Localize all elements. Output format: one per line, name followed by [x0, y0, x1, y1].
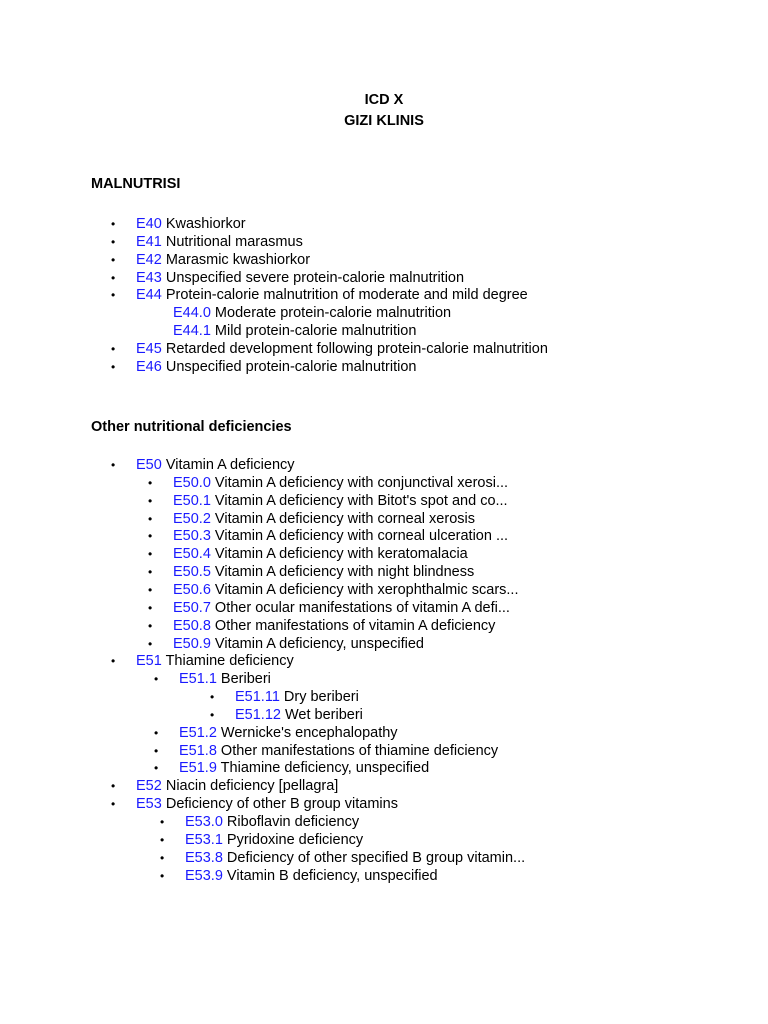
document-title-line1: ICD X	[364, 92, 404, 108]
bullet-icon: •	[111, 654, 116, 669]
list-item-line	[136, 287, 528, 304]
icd-code-link[interactable]: E44.0	[173, 305, 211, 322]
icd-description: Thiamine deficiency	[161, 653, 294, 670]
list-item-line	[136, 457, 295, 474]
icd-description: Other ocular manifestations of vitamin A defi...	[210, 599, 510, 616]
icd-description: Vitamin A deficiency with corneal ulceration ...	[210, 528, 509, 545]
list-item-line	[173, 600, 510, 617]
icd-description: Moderate protein-calorie malnutrition	[210, 305, 452, 322]
bullet-icon: •	[111, 288, 116, 303]
icd-code-link[interactable]: E51.1	[179, 671, 217, 688]
icd-description: Kwashiorkor	[161, 216, 246, 232]
icd-description: Vitamin A deficiency with xerophthalmic scars...	[210, 581, 519, 598]
icd-description: Wet beriberi	[280, 706, 363, 723]
icd-description: Beriberi	[216, 671, 271, 688]
list-item-line	[179, 671, 271, 688]
bullet-icon: •	[148, 493, 153, 508]
list-item-line	[173, 528, 508, 545]
icd-code-link[interactable]: E41	[136, 233, 162, 250]
icd-description: Deficiency of other B group vitamins	[161, 796, 398, 813]
icd-description: Vitamin A deficiency with corneal xerosis	[210, 510, 475, 527]
bullet-icon: •	[148, 636, 153, 651]
icd-description: Other manifestations of thiamine deficiency	[216, 742, 499, 759]
bullet-icon: •	[154, 743, 159, 758]
bullet-icon: •	[160, 815, 165, 829]
list-item-line	[136, 252, 310, 269]
list-item-line	[235, 689, 359, 706]
list-item-line	[136, 234, 303, 251]
icd-description: Vitamin A deficiency with conjunctival xerosi...	[210, 474, 509, 491]
list-item-line	[179, 760, 429, 777]
list-item-line	[136, 359, 417, 376]
list-item-line	[235, 707, 363, 724]
list-item-line	[136, 796, 398, 813]
list-item-line	[185, 814, 359, 831]
icd-code-link[interactable]: E51	[136, 653, 162, 670]
icd-description: Vitamin B deficiency, unspecified	[222, 867, 438, 884]
icd-description: Protein-calorie malnutrition of moderate and mild degree	[161, 287, 528, 304]
bullet-icon: •	[111, 779, 116, 794]
icd-description: Other manifestations of vitamin A deficiency	[210, 617, 496, 634]
icd-code-link[interactable]: E50.5	[173, 564, 211, 581]
icd-code-link[interactable]: E53.0	[185, 814, 223, 830]
icd-description: Mild protein-calorie malnutrition	[210, 323, 417, 340]
bullet-icon: •	[148, 600, 153, 615]
list-item-line	[185, 868, 438, 885]
icd-code-link[interactable]: E50.1	[173, 492, 211, 509]
list-item-line	[136, 653, 294, 670]
icd-code-link[interactable]: E50.4	[173, 546, 211, 563]
icd-code-link[interactable]: E44	[136, 287, 162, 304]
bullet-icon: •	[154, 725, 159, 740]
bullet-icon: •	[160, 850, 165, 865]
icd-code-link[interactable]: E50.0	[173, 474, 211, 491]
icd-description: Deficiency of other specified B group vitamin...	[222, 849, 526, 866]
icd-description: Vitamin A deficiency with night blindness	[210, 564, 475, 581]
icd-code-link[interactable]: E40	[136, 216, 162, 232]
list-item-line	[179, 725, 398, 742]
icd-description: Vitamin A deficiency with Bitot's spot and co...	[210, 492, 508, 509]
list-item-line	[173, 511, 475, 528]
bullet-icon: •	[148, 475, 153, 490]
list-item-line	[136, 778, 338, 795]
bullet-icon: •	[154, 761, 159, 776]
icd-code-link[interactable]: E51.11	[235, 689, 280, 706]
bullet-icon: •	[148, 565, 153, 580]
list-item-line	[173, 618, 495, 635]
icd-description: Nutritional marasmus	[161, 233, 303, 250]
icd-description: Vitamin A deficiency, unspecified	[210, 635, 424, 652]
icd-description: Niacin deficiency [pellagra]	[161, 778, 339, 795]
icd-code-link[interactable]: E50.2	[173, 510, 211, 527]
icd-code-link[interactable]: E51.9	[179, 760, 217, 777]
bullet-icon: •	[111, 458, 116, 472]
icd-description: Vitamin A deficiency with keratomalacia	[210, 546, 468, 563]
icd-code-link[interactable]: E50.3	[173, 528, 211, 545]
bullet-icon: •	[148, 547, 153, 562]
list-item-line	[136, 341, 548, 358]
icd-code-link[interactable]: E50.6	[173, 581, 211, 598]
section-heading-other-deficiencies: Other nutritional deficiencies	[91, 419, 292, 435]
icd-code-link[interactable]: E42	[136, 251, 162, 268]
list-item-line	[185, 850, 525, 867]
bullet-icon: •	[148, 529, 153, 544]
list-item-line	[173, 475, 508, 492]
bullet-icon: •	[154, 672, 159, 687]
icd-description: Retarded development following protein-calorie malnutrition	[161, 340, 548, 357]
list-item-line	[173, 564, 474, 581]
bullet-icon: •	[160, 868, 165, 883]
icd-code-link[interactable]: E52	[136, 778, 162, 795]
section-heading-malnutrisi: MALNUTRISI	[91, 176, 181, 192]
icd-code-link[interactable]: E53	[136, 796, 162, 813]
bullet-icon: •	[111, 270, 116, 285]
list-item-line	[173, 546, 468, 563]
icd-code-link[interactable]: E51.12	[235, 706, 281, 723]
list-item-line	[173, 305, 451, 322]
list-item-line	[173, 636, 424, 653]
bullet-icon: •	[148, 511, 153, 526]
list-item-line	[179, 743, 498, 760]
bullet-icon: •	[111, 217, 116, 231]
icd-code-link[interactable]: E51.2	[179, 724, 217, 741]
bullet-icon: •	[111, 341, 116, 356]
list-item-line	[136, 216, 246, 233]
bullet-icon: •	[148, 582, 153, 597]
icd-code-link[interactable]: E50	[136, 457, 162, 473]
list-item-line	[185, 832, 363, 849]
list-item-line	[173, 582, 519, 599]
icd-code-link[interactable]: E53.9	[185, 867, 223, 884]
icd-code-link[interactable]: E50.9	[173, 635, 211, 652]
list-item-line	[136, 270, 464, 287]
icd-description: Thiamine deficiency, unspecified	[216, 760, 430, 777]
icd-code-link[interactable]: E50.7	[173, 599, 211, 616]
bullet-icon: •	[111, 797, 116, 812]
bullet-icon: •	[210, 690, 215, 705]
icd-description: Vitamin A deficiency	[161, 457, 295, 473]
icd-code-link[interactable]: E46	[136, 358, 162, 375]
bullet-icon: •	[210, 707, 215, 722]
bullet-icon: •	[148, 618, 153, 633]
icd-code-link[interactable]: E51.8	[179, 742, 217, 759]
icd-description: Dry beriberi	[279, 689, 359, 706]
icd-code-link[interactable]: E45	[136, 340, 162, 357]
icd-code-link[interactable]: E53.1	[185, 831, 223, 848]
icd-description: Wernicke's encephalopathy	[216, 724, 398, 741]
bullet-icon: •	[160, 832, 165, 847]
icd-description: Marasmic kwashiorkor	[161, 251, 311, 268]
list-item-line	[173, 323, 416, 340]
icd-code-link[interactable]: E53.8	[185, 849, 223, 866]
icd-description: Riboflavin deficiency	[222, 814, 360, 830]
icd-code-link[interactable]: E43	[136, 269, 162, 286]
document-title-line2: GIZI KLINIS	[344, 113, 424, 129]
bullet-icon: •	[111, 234, 116, 249]
icd-description: Unspecified severe protein-calorie malnutrition	[161, 269, 465, 286]
bullet-icon: •	[111, 359, 116, 374]
icd-description: Pyridoxine deficiency	[222, 831, 364, 848]
bullet-icon: •	[111, 252, 116, 267]
icd-code-link[interactable]: E50.8	[173, 617, 211, 634]
list-item-line	[173, 493, 508, 510]
icd-code-link[interactable]: E44.1	[173, 323, 211, 340]
icd-description: Unspecified protein-calorie malnutrition	[161, 358, 417, 375]
